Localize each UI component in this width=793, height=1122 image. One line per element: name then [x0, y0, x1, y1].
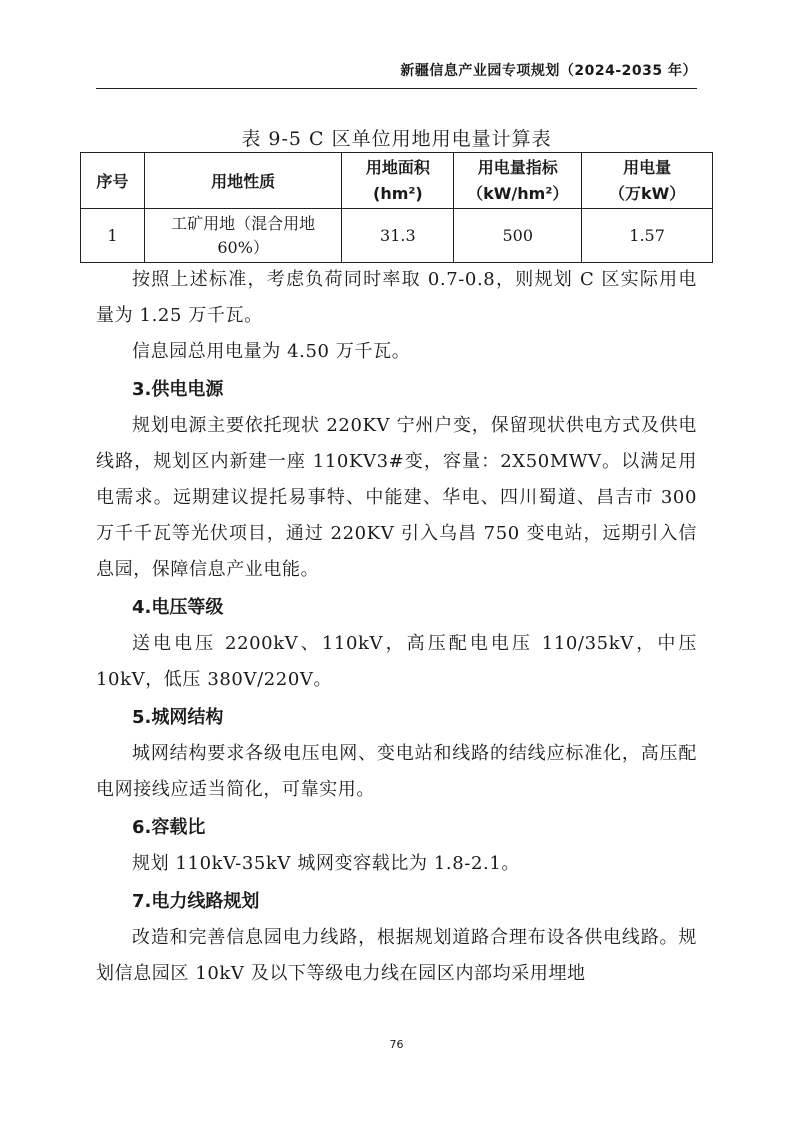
- body-text: [96, 262, 697, 992]
- cell-area: 31.3: [342, 209, 454, 263]
- section-heading: 7.电力线路规划: [132, 891, 260, 912]
- cell-index-value: 500: [454, 209, 582, 263]
- section-heading: 6.容载比: [132, 817, 206, 838]
- col-header-consumption: 用电量 （万kW）: [582, 153, 713, 209]
- section-heading: 4.电压等级: [132, 597, 224, 618]
- paragraph: 送电电压 2200kV、110kV，高压配电电压 110/35kV，中压 10kV，低压 380V/220V。: [96, 633, 697, 690]
- table-header-row: [81, 153, 713, 209]
- table-row: [81, 209, 713, 263]
- paragraph: 按照上述标准，考虑负荷同时率取 0.7-0.8，则规划 C 区实际用电量为 1.25 万千瓦。: [96, 269, 697, 326]
- cell-land-type: 工矿用地（混合用地 60%）: [144, 209, 342, 263]
- paragraph: 信息园总用电量为 4.50 万千瓦。: [132, 341, 411, 362]
- section-heading: 5.城网结构: [132, 707, 224, 728]
- paragraph: 城网结构要求各级电压电网、变电站和线路的结线应标准化，高压配电网接线应适当简化，可靠实用。: [96, 743, 697, 800]
- paragraph: 规划 110kV-35kV 城网变容载比为 1.8-2.1。: [132, 853, 521, 874]
- col-header-index-value: 用电量指标 （kW/hm²）: [454, 153, 582, 209]
- electricity-table: [80, 152, 713, 263]
- paragraph: 改造和完善信息园电力线路，根据规划道路合理布设各供电线路。规划信息园区 10kV 及以下等级电力线在园区内部均采用埋地: [96, 927, 697, 984]
- cell-index: 1: [81, 209, 145, 263]
- header-rule: [96, 88, 697, 89]
- cell-consumption: 1.57: [582, 209, 713, 263]
- col-header-land-type: 用地性质: [144, 153, 342, 209]
- page-number: 76: [389, 1038, 404, 1051]
- table-caption: 表 9-5 C 区单位用地用电量计算表: [241, 128, 552, 150]
- col-header-area: 用地面积 (hm²): [342, 153, 454, 209]
- col-header-index: 序号: [81, 153, 145, 209]
- running-header: 新疆信息产业园专项规划（2024-2035 年）: [400, 63, 697, 79]
- paragraph: 规划电源主要依托现状 220KV 宁州户变，保留现状供电方式及供电线路，规划区内新建一座 110KV3#变，容量：2X50MWV。以满足用电需求。远期建议提托易事特、中能建、华电、四川蜀道、昌吉市 300 万千千瓦等光伏项目，通过 220KV 引入乌昌 750 变电站，远期引入信息园，保障信息产业电能。: [96, 415, 697, 580]
- section-heading: 3.供电电源: [132, 379, 224, 400]
